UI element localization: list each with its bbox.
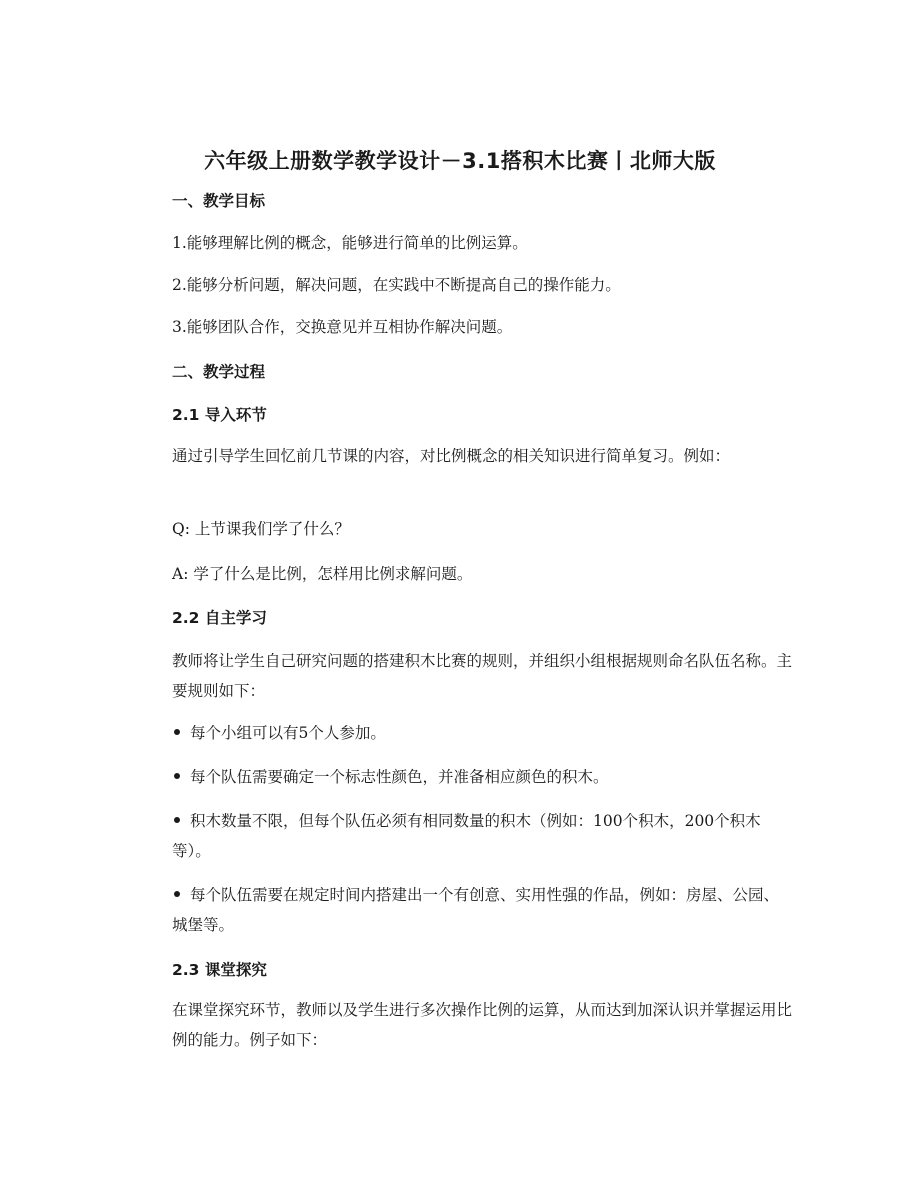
document-title: 六年级上册数学教学设计－3.1搭积木比赛丨北师大版 xyxy=(204,149,716,173)
bullet-dot xyxy=(174,729,180,735)
answer-line: A: 学了什么是比例，怎样用比例求解问题。 xyxy=(172,565,473,583)
rule-text-3: 积木数量不限，但每个队伍必须有相同数量的积木（例如：100个积木，200个积木等）。 xyxy=(172,812,761,860)
self-study-paragraph: 教师将让学生自己研究问题的搭建积木比赛的规则，并组织小组根据规则命名队伍名称。主要规则如下： xyxy=(172,652,793,700)
section-heading-teaching-process: 二、教学过程 xyxy=(172,363,266,381)
goal-item-1: 1.能够理解比例的概念，能够进行简单的比例运算。 xyxy=(172,234,528,252)
goal-item-3: 3.能够团队合作，交换意见并互相协作解决问题。 xyxy=(172,318,513,336)
subsection-heading-exploration: 2.3 课堂探究 xyxy=(172,961,267,979)
bullet-dot xyxy=(174,773,180,779)
section-heading-teaching-goals: 一、教学目标 xyxy=(172,192,266,210)
exploration-paragraph: 在课堂探究环节，教师以及学生进行多次操作比例的运算，从而达到加深认识并掌握运用比例的能力。例子如下： xyxy=(172,1001,793,1049)
rule-item-4 xyxy=(172,880,792,940)
rule-text-1: 每个小组可以有5个人参加。 xyxy=(190,724,386,742)
question-line: Q: 上节课我们学了什么？ xyxy=(172,520,350,538)
bullet-dot xyxy=(174,891,180,897)
introduction-paragraph xyxy=(172,441,792,471)
rule-item-2 xyxy=(172,762,792,792)
rule-text-4: 每个队伍需要在规定时间内搭建出一个有创意、实用性强的作品，例如：房屋、公园、城堡等。 xyxy=(172,886,780,934)
goal-item-2: 2.能够分析问题，解决问题，在实践中不断提高自己的操作能力。 xyxy=(172,276,621,294)
bullet-dot xyxy=(174,817,180,823)
rule-text-2: 每个队伍需要确定一个标志性颜色，并准备相应颜色的积木。 xyxy=(190,768,609,786)
introduction-text: 通过引导学生回忆前几节课的内容，对比例概念的相关知识进行简单复习。例如： xyxy=(172,447,731,465)
subsection-heading-introduction: 2.1 导入环节 xyxy=(172,406,267,424)
rule-item-1 xyxy=(172,718,792,748)
subsection-heading-self-study: 2.2 自主学习 xyxy=(172,609,267,627)
rule-item-3 xyxy=(172,806,792,866)
